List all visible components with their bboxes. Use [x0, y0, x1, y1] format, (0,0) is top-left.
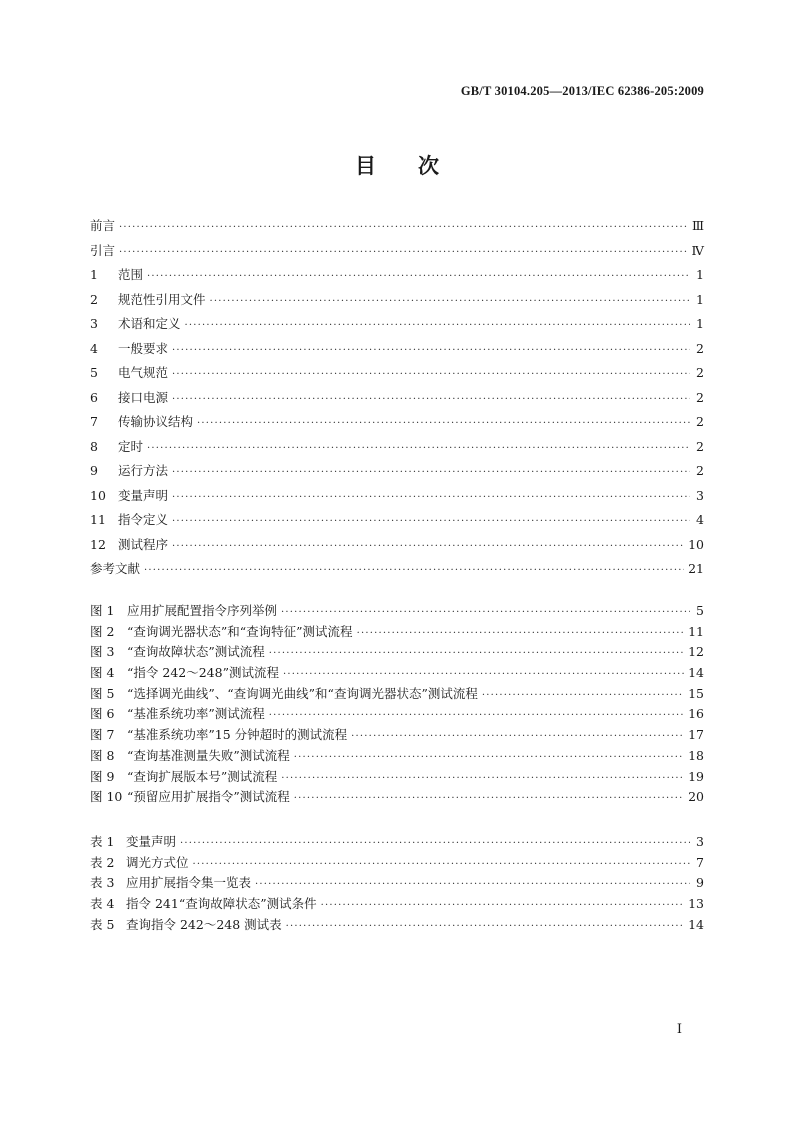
dot-leader	[482, 690, 684, 701]
toc-entry-title	[90, 746, 290, 764]
toc-entry-number: 图 3	[90, 644, 115, 660]
toc-entry-number: 表 1	[90, 834, 115, 849]
toc-entry-number: 8	[90, 438, 98, 454]
toc-entry-label: 调光方式位	[126, 854, 189, 870]
toc-entry-label: 变量声明	[118, 487, 169, 503]
toc-entry[interactable]	[90, 873, 704, 894]
toc-entry-title	[90, 363, 168, 381]
dot-leader	[172, 345, 690, 356]
toc-entry-title	[90, 437, 143, 455]
toc-entry[interactable]	[90, 388, 704, 413]
toc-entry-label: 变量声明	[126, 834, 177, 849]
dot-leader	[172, 492, 690, 503]
toc-entry-page: 14	[688, 665, 704, 681]
toc-entry-title	[90, 535, 168, 553]
toc-entry[interactable]	[90, 363, 704, 388]
toc-entry-label: 术语和定义	[118, 316, 181, 331]
toc-entry-page: 2	[696, 414, 704, 429]
toc-entry-number: 图 10	[90, 789, 123, 805]
dot-leader	[294, 752, 684, 763]
toc-entry-title	[90, 388, 168, 406]
toc-entry-page: 5	[696, 603, 704, 618]
page-title: 目次	[355, 153, 481, 178]
toc-entry-page: 21	[688, 561, 704, 576]
toc-entry-number: 图 4	[90, 665, 115, 681]
toc-entry-label: “基准系统功率”15 分钟超时的测试流程	[127, 727, 348, 743]
page-number: I	[676, 1022, 682, 1037]
toc-entry[interactable]	[90, 535, 704, 560]
toc-entry-number: 10	[90, 487, 106, 503]
toc-entry-label: “查询调光器状态”和“查询特征”测试流程	[127, 623, 353, 639]
toc-entry-number: 图 7	[90, 727, 115, 743]
toc-entry[interactable]	[90, 787, 704, 808]
toc-entry-label: 前言	[90, 218, 116, 233]
toc-entry-page: 2	[696, 463, 704, 478]
toc-entry-page: 1	[696, 267, 704, 282]
toc-entry-label: 一般要求	[118, 340, 169, 356]
toc-entry-label: 接口电源	[118, 389, 169, 405]
toc-entry[interactable]	[90, 437, 704, 462]
toc-entry[interactable]	[90, 216, 704, 241]
toc-entry-page: 16	[688, 706, 704, 722]
toc-entry-label: 运行方法	[118, 463, 169, 478]
toc-entry-page: 19	[688, 768, 704, 784]
toc-entry[interactable]	[90, 767, 704, 788]
toc-entry[interactable]	[90, 559, 704, 584]
toc-entry-number: 3	[90, 316, 98, 331]
toc-entry-title	[90, 704, 265, 722]
toc-entry-label: 引言	[90, 242, 116, 258]
toc-entry-page: 1	[696, 291, 704, 307]
toc-entry-label: 规范性引用文件	[118, 291, 206, 307]
toc-entry-number: 5	[90, 365, 98, 380]
toc-figures	[90, 601, 704, 808]
toc-entry-number: 表 5	[90, 916, 115, 932]
toc-entry[interactable]	[90, 314, 704, 339]
toc-entry-title	[90, 241, 115, 259]
dot-leader	[283, 669, 684, 680]
dot-leader	[210, 296, 690, 307]
toc-entry-page: 1	[696, 316, 704, 331]
toc-entry-title	[90, 767, 277, 785]
toc-entry[interactable]	[90, 622, 704, 643]
toc-entry-title	[90, 787, 290, 805]
toc-entry-page: 18	[688, 747, 704, 763]
toc-entry-page: 17	[688, 727, 704, 743]
toc-entry-number: 图 1	[90, 603, 115, 618]
toc-entry[interactable]	[90, 704, 704, 725]
dot-leader	[172, 541, 684, 552]
toc-entry[interactable]	[90, 486, 704, 511]
toc-entry-number: 6	[90, 389, 98, 405]
toc-entry-title	[90, 725, 347, 743]
toc-entry[interactable]	[90, 684, 704, 705]
toc-entry-label: 定时	[118, 438, 144, 454]
toc-entry-page: 2	[696, 365, 704, 380]
dot-leader	[180, 838, 690, 849]
toc-entry-number: 表 3	[90, 875, 115, 891]
toc-entry[interactable]	[90, 265, 704, 290]
toc-entry-label: 指令定义	[118, 512, 169, 527]
toc-entry-page: 14	[688, 916, 704, 932]
toc-entry-title	[90, 339, 168, 357]
toc-entry-page: 2	[696, 438, 704, 454]
toc-entry[interactable]	[90, 510, 704, 535]
toc-entry-label: “选择调光曲线”、“查询调光曲线”和“查询调光器状态”测试流程	[127, 685, 478, 701]
dot-leader	[269, 710, 684, 721]
toc-entry-number: 图 9	[90, 768, 115, 784]
toc-entry-page: 2	[696, 389, 704, 405]
toc-entry-label: “指令 242～248”测试流程	[127, 665, 279, 681]
toc-entry-title	[90, 461, 168, 479]
toc-entry[interactable]	[90, 412, 704, 437]
toc-entry[interactable]	[90, 461, 704, 486]
dot-leader	[119, 222, 688, 233]
toc-entry-page: 15	[688, 685, 704, 701]
toc-entry-title	[90, 894, 317, 912]
toc-entry-number: 9	[90, 463, 98, 478]
toc-entry[interactable]	[90, 746, 704, 767]
toc-entry-label: 测试程序	[118, 536, 169, 552]
toc-entry-page: 20	[688, 789, 704, 805]
toc-entry-number: 图 6	[90, 706, 115, 722]
toc-entry-title	[90, 290, 206, 308]
toc-entry[interactable]	[90, 915, 704, 936]
dot-leader	[147, 271, 690, 282]
toc-entry-title	[90, 510, 168, 528]
toc-entry[interactable]	[90, 832, 704, 853]
toc-entry[interactable]	[90, 290, 704, 315]
dot-leader	[193, 859, 690, 870]
dot-leader	[351, 731, 684, 742]
toc-entry-label: “查询基准测量失败”测试流程	[127, 747, 290, 763]
dot-leader	[255, 879, 690, 890]
dot-leader	[357, 628, 685, 639]
toc-entry-title	[90, 412, 193, 430]
toc-entry-title	[90, 601, 277, 619]
toc-entry[interactable]	[90, 894, 704, 915]
toc-entry[interactable]	[90, 241, 704, 266]
toc-entry-title	[90, 915, 282, 933]
toc-entry-page: Ⅲ	[691, 218, 704, 233]
toc-entry-number: 7	[90, 414, 98, 429]
toc-entry-page: 12	[688, 644, 704, 660]
toc-entry[interactable]	[90, 853, 704, 874]
toc-entry-page: 3	[696, 834, 704, 849]
toc-entry-number: 12	[90, 536, 106, 552]
toc-entry-title	[90, 216, 115, 234]
toc-entry-number: 1	[90, 267, 98, 282]
toc-entry-label: “查询故障状态”测试流程	[127, 644, 265, 660]
toc-entry-title	[90, 622, 353, 640]
toc-entry-title	[90, 486, 168, 504]
toc-entry-title	[90, 559, 140, 577]
toc-entry-number: 图 5	[90, 685, 115, 701]
dot-leader	[172, 516, 690, 527]
dot-leader	[119, 247, 687, 258]
toc-entry-page: 7	[696, 854, 704, 870]
toc-entry-label: “查询扩展版本号”测试流程	[127, 768, 278, 784]
toc-entry[interactable]	[90, 663, 704, 684]
toc-tables	[90, 832, 704, 935]
toc-entry-page: 10	[688, 536, 704, 552]
toc-entry-number: 表 2	[90, 854, 115, 870]
toc-entry[interactable]	[90, 339, 704, 364]
toc-entry-title	[90, 832, 176, 850]
toc-entry-label: 应用扩展配置指令序列举例	[127, 603, 278, 618]
toc-entry-number: 表 4	[90, 896, 115, 912]
dot-leader	[185, 320, 690, 331]
dot-leader	[147, 443, 690, 454]
toc-entry-number: 11	[90, 512, 106, 527]
toc-entry-title	[90, 642, 265, 660]
toc-entry-title	[90, 314, 181, 332]
toc-entry-page: 4	[696, 512, 704, 527]
dot-leader	[197, 418, 690, 429]
toc-entry[interactable]	[90, 642, 704, 663]
toc-entry-label: 指令 241“查询故障状态”测试条件	[126, 896, 317, 912]
toc-entry-page: 9	[696, 875, 704, 891]
toc-entry-page: 3	[696, 487, 704, 503]
dot-leader	[321, 900, 684, 911]
dot-leader	[286, 921, 684, 932]
dot-leader	[172, 394, 690, 405]
dot-leader	[269, 648, 684, 659]
toc-entry-number: 4	[90, 340, 98, 356]
toc-entry-page: Ⅳ	[691, 242, 704, 258]
dot-leader	[281, 607, 690, 618]
toc-entry-label: 查询指令 242～248 测试表	[126, 916, 282, 932]
toc-entry-label: 范围	[118, 267, 144, 282]
toc-entry-page: 13	[688, 896, 704, 912]
toc-entry-title	[90, 663, 279, 681]
toc-entry[interactable]	[90, 601, 704, 622]
dot-leader	[281, 773, 684, 784]
toc-entry-title	[90, 873, 251, 891]
toc-entry-number: 2	[90, 291, 98, 307]
toc-entry-number: 图 8	[90, 747, 115, 763]
toc-entry-label: 传输协议结构	[118, 414, 194, 429]
toc-entry-title	[90, 265, 143, 283]
toc-entry-label: “基准系统功率”测试流程	[127, 706, 265, 722]
dot-leader	[172, 467, 690, 478]
toc-entry-page: 2	[696, 340, 704, 356]
dot-leader	[144, 565, 684, 576]
toc-entry-label: 电气规范	[118, 365, 169, 380]
toc-entry-page: 11	[688, 623, 704, 639]
toc-entry-number: 图 2	[90, 623, 115, 639]
dot-leader	[172, 369, 690, 380]
toc-entry-title	[90, 684, 478, 702]
toc-entry-label: 参考文献	[90, 561, 141, 576]
standard-number: GB/T 30104.205—2013/IEC 62386-205:2009	[460, 84, 704, 98]
toc-entry[interactable]	[90, 725, 704, 746]
dot-leader	[294, 793, 684, 804]
toc-sections	[90, 216, 704, 584]
toc-entry-title	[90, 853, 189, 871]
toc-entry-label: “预留应用扩展指令”测试流程	[127, 789, 290, 805]
toc-entry-label: 应用扩展指令集一览表	[126, 875, 252, 891]
